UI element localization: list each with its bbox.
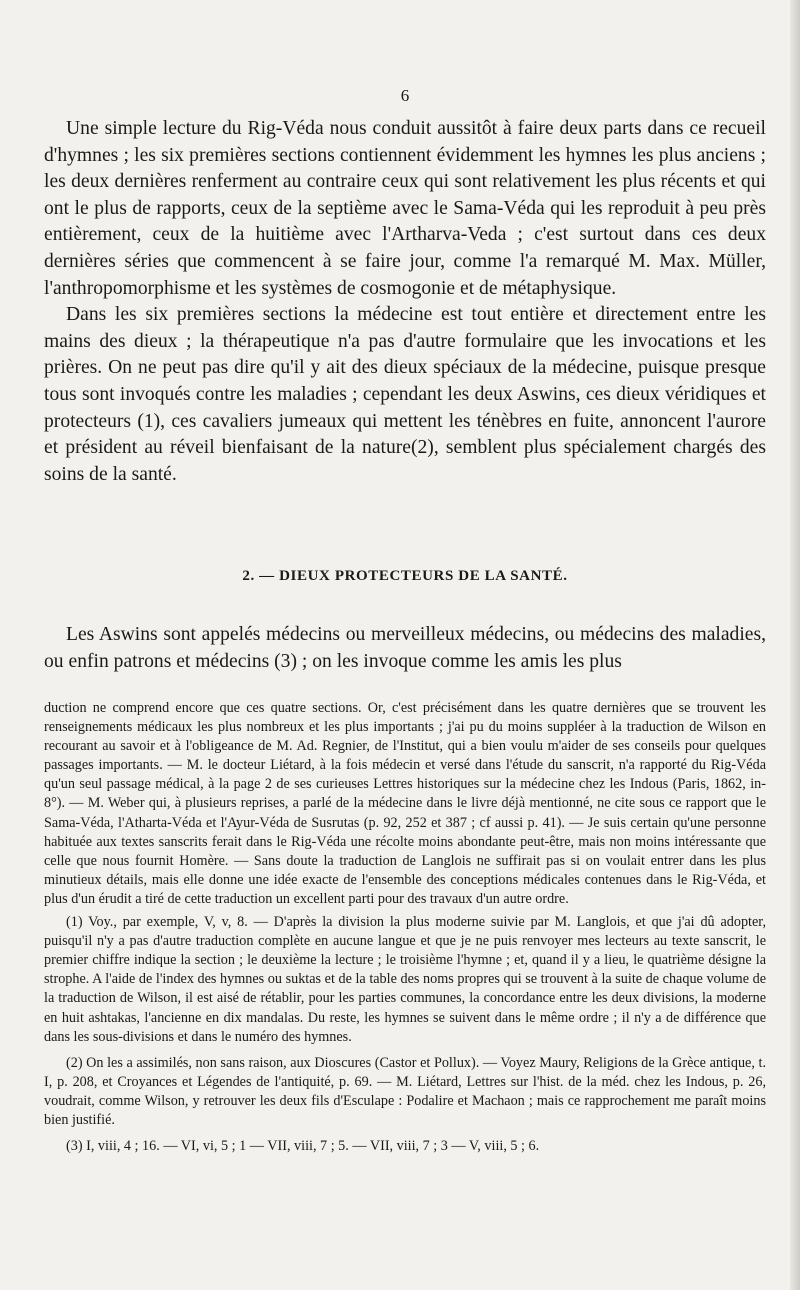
paragraph-3: Les Aswins sont appelés médecins ou merveilleux médecins, ou médecins des maladies, ou enfin patrons et médecins (3) ; on les invoque comme les amis les plus xyxy=(44,624,766,672)
page-edge-shadow xyxy=(790,0,800,1290)
page-number: 6 xyxy=(400,86,410,105)
paragraph-1: Une simple lecture du Rig-Véda nous conduit aussitôt à faire deux parts dans ce recueil d'hymnes ; les six premières sections contiennent évidemment les hymnes les plus anciens ; les deux dernières renferment au contraire ceux qui sont relativement les plus récents et qui ont le plus de rapports, ceux de la septième avec le Sama-Véda qui les reproduit à peu près entièrement, ceux de la huitième avec l'Artharva-Veda ; c'est surtout dans ces deux dernières séries que commencent à se faire jour, comme l'a remarqué M. Max. Müller, l'anthropomorphisme et les systèmes de cosmogonie et de métaphysique. xyxy=(44,118,766,299)
main-text xyxy=(44,116,766,488)
footnote-continuation: duction ne comprend encore que ces quatre sections. Or, c'est précisément dans les quatre dernières que se trouvent les renseignements médicaux les plus nombreux et les plus importants ; j'ai pu du moins suppléer à la traduction de Wilson en recourant au savoir et à l'obligeance de M. Ad. Regnier, de l'Institut, qui a bien voulu m'aider de ses conseils pour quelques passages importants. — M. le docteur Liétard, à la fois médecin et versé dans l'étude du sanscrit, n'a rapporté du Rig-Véda qu'un seul passage médical, à la page 2 de ses curieuses Lettres historiques sur la médecine chez les Indous (Paris, 1862, in-8°). — M. Weber qui, à plusieurs reprises, a parlé de la médecine dans le livre déjà mentionné, ne cite sous ce rapport que le Sama-Véda, l'Atharta-Véda et l'Ayur-Véda de Susrutas (p. 92, 252 et 387 ; cf aussi p. 41). — Je suis certain qu'une personne habituée aux textes sanscrits ferait dans le Rig-Véda une récolte moins abondante peut-être, mais non moins intéressante que celle que nous fournit Homère. — Sans doute la traduction de Langlois ne suffirait pas si on voulait entrer dans les plus minutieux détails, mais elle donne une idée exacte de l'ensemble des conceptions médicales contenues dans le Rig-Véda, et plus d'un érudit a tiré de cette traduction un excellent parti pour des travaux d'un autre ordre. xyxy=(44,700,766,907)
footnote-1: (1) Voy., par exemple, V, v, 8. — D'après la division la plus moderne suivie par M. Langlois, et que j'ai dû adopter, puisqu'il n'y a pas d'autre traduction complète en aucune langue et que je ne puis renvoyer mes lecteurs au texte sanscrit, le premier chiffre indique la section ; le deuxième la lecture ; le troisième l'hymne ; et, quand il y a lieu, le quatrième désigne la strophe. A l'aide de l'index des hymnes ou suktas et de la table des noms propres qui se trouvent à la suite de chaque volume de la traduction de Wilson, il est aisé de rétablir, pour les parties communes, la concordance entre les deux divisions, la moderne en huit ashtakas, l'ancienne en dix mandalas. Du reste, les hymnes se suivent dans le même ordre ; il n'y a de différence que dans les sous-divisions et dans le numéro des hymnes. xyxy=(44,914,766,1045)
book-page xyxy=(44,0,766,1290)
footnotes xyxy=(44,699,766,1156)
section-heading: 2. — DIEUX PROTECTEURS DE LA SANTÉ. xyxy=(242,568,568,584)
footnote-2: (2) On les a assimilés, non sans raison, aux Dioscures (Castor et Pollux). — Voyez Maury, Religions de la Grèce antique, t. I, p. 208, et Croyances et Légendes de l'antiquité, p. 69. — M. Liétard, Lettres sur l'hist. de la méd. chez les Indous, p. 26, voudrait, comme Wilson, y retrouver les deux fils d'Esculape : Podalire et Machaon ; mais ce rapprochement me paraît moins bien justifié. xyxy=(44,1054,766,1128)
footnote-3: (3) I, viii, 4 ; 16. — VI, vi, 5 ; 1 — VII, viii, 7 ; 5. — VII, viii, 7 ; 3 — V, viii, 5 ; 6. xyxy=(66,1138,540,1155)
paragraph-2: Dans les six premières sections la médecine est tout entière et directement entre les mains des dieux ; la thérapeutique n'a pas d'autre formulaire que les invocations et les prières. On ne peut pas dire qu'il y ait des dieux spéciaux de la médecine, puisque presque tous sont invoqués contre les maladies ; cependant les deux Aswins, ces dieux véridiques et protecteurs (1), ces cavaliers jumeaux qui mettent les ténèbres en fuite, annoncent l'aurore et président au réveil bienfaisant de la nature(2), semblent plus spécialement chargés des soins de la santé. xyxy=(44,304,766,485)
